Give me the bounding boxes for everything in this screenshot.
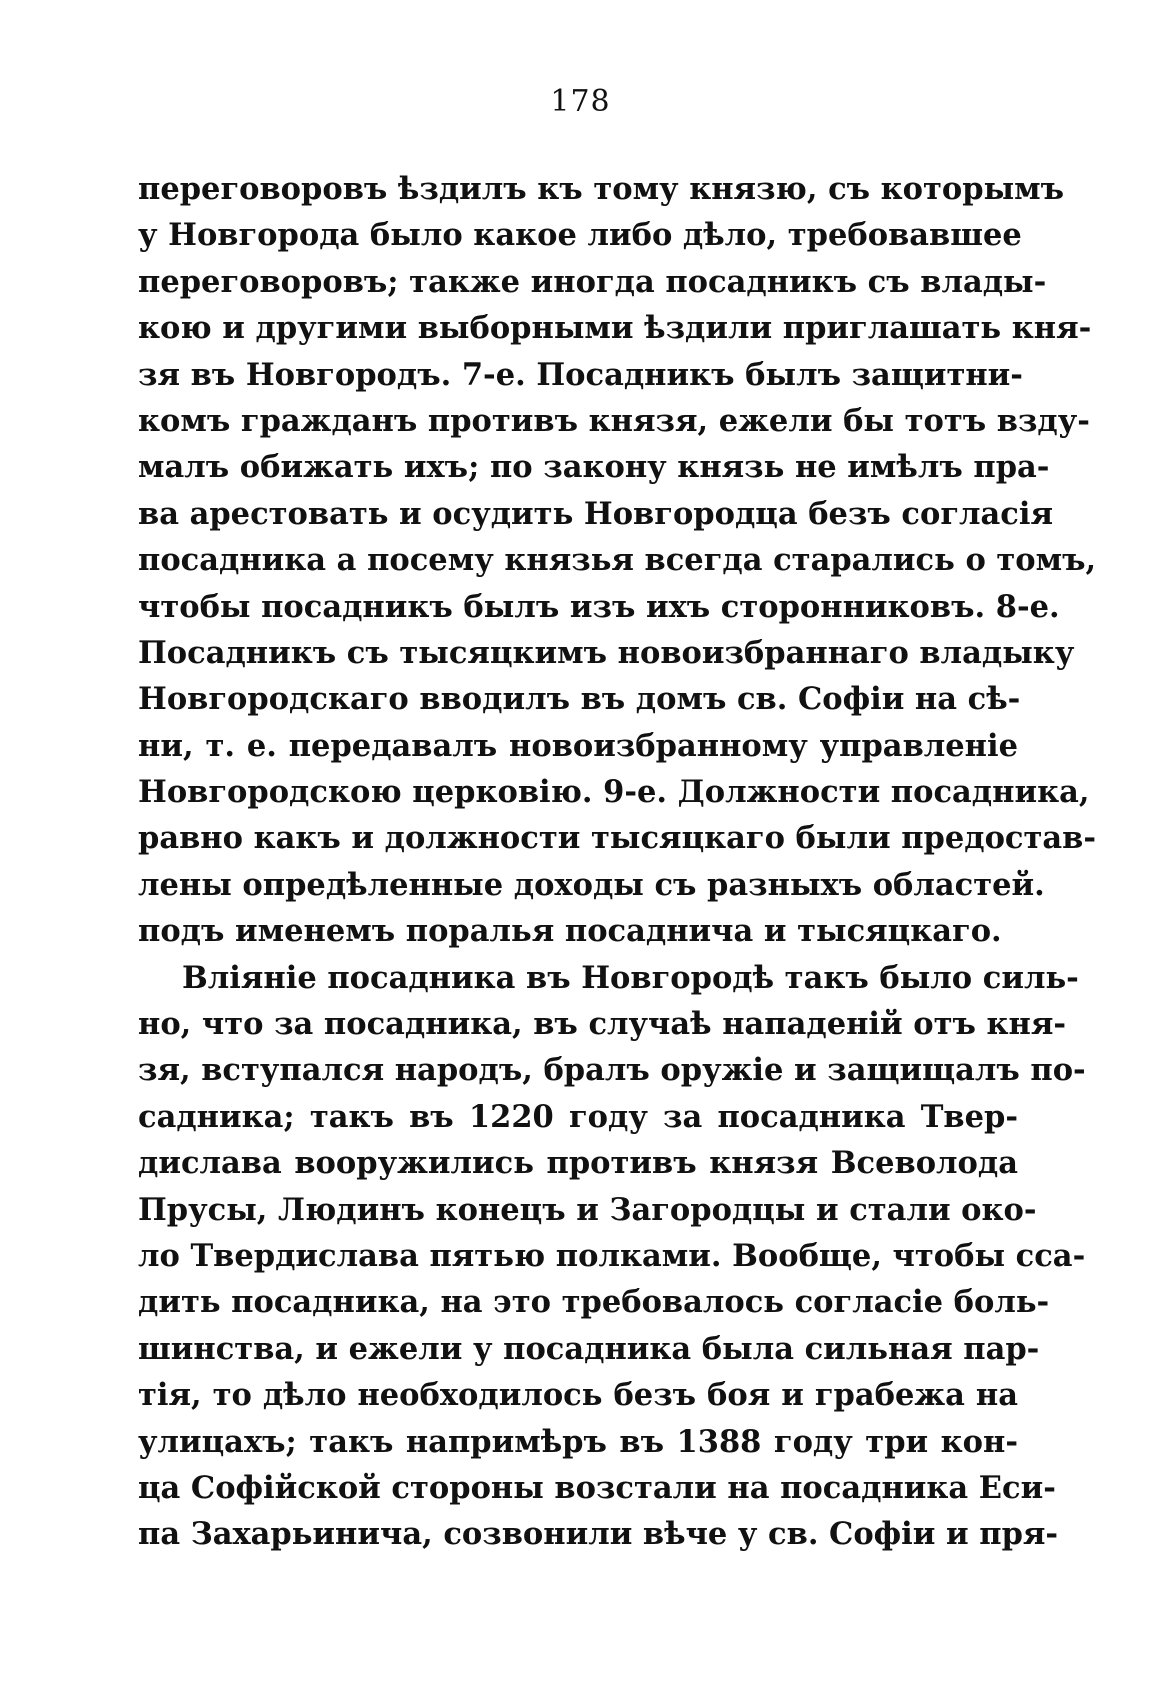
text-line: ло Твердислава пятью полками. Вообще, чтобы сса-	[138, 1237, 1086, 1274]
text-line: у Новгорода было какое либо дѣло, требовавшее	[138, 217, 1022, 254]
text-line: тія, то дѣло необходилось безъ боя и грабежа на	[138, 1377, 1018, 1414]
text-line: ва арестовать и осудить Новгородца безъ согласія	[138, 495, 1053, 532]
text-line: Новгородскаго вводилъ въ домъ св. Софіи на сѣ-	[138, 681, 1021, 718]
text-line: садника; такъ въ 1220 году за посадника Твер-	[138, 1098, 1018, 1135]
text-line: переговоровъ; также иногда посадникъ съ влады-	[138, 263, 1047, 300]
body-text	[138, 166, 1097, 1558]
text-line: Посадникъ съ тысяцкимъ новоизбраннаго владыку	[138, 634, 1075, 671]
text-line: улицахъ; такъ напримѣръ въ 1388 году три кон-	[138, 1423, 1018, 1460]
paragraph-first-line: Вліяніе посадника въ Новгородѣ такъ было силь-	[182, 959, 1079, 996]
page-number: 178	[550, 84, 611, 119]
text-line: зя, вступался народъ, бралъ оружіе и защищалъ по-	[138, 1052, 1086, 1089]
text-line: зя въ Новгородъ. 7-е. Посадникъ былъ защитни-	[138, 356, 1023, 393]
text-line: чтобы посадникъ былъ изъ ихъ сторонниковъ. 8-е.	[138, 588, 1060, 625]
text-line: переговоровъ ѣздилъ къ тому князю, съ которымъ	[138, 171, 1065, 207]
text-line: кою и другими выборными ѣздили приглашать кня-	[138, 310, 1092, 347]
text-line: малъ обижать ихъ; по закону князь не имѣлъ пра-	[138, 449, 1050, 486]
text-line: равно какъ и должности тысяцкаго были предостав-	[138, 820, 1097, 857]
text-line: Прусы, Людинъ конецъ и Загородцы и стали око-	[138, 1191, 1037, 1228]
text-line: подъ именемъ поралья посаднича и тысяцкаго.	[138, 913, 1002, 950]
text-line: комъ гражданъ противъ князя, ежели бы тотъ взду-	[138, 402, 1090, 439]
text-line: лены опредѣленные доходы съ разныхъ областей.	[138, 866, 1045, 903]
text-line: ца Софійской стороны возстали на посадника Еси-	[138, 1469, 1056, 1506]
text-line: но, что за посадника, въ случаѣ нападеній отъ кня-	[138, 1006, 1067, 1043]
text-line: Новгородскою церковію. 9-е. Должности посадника,	[138, 774, 1090, 811]
text-line: па Захарьинича, созвонили вѣче у св. Софіи и пря-	[138, 1516, 1059, 1553]
text-line: дить посадника, на это требовалось согласіе боль-	[138, 1284, 1050, 1321]
text-line: посадника а посему князья всегда старались о томъ,	[138, 542, 1097, 579]
text-line: шинства, и ежели у посадника была сильная пар-	[138, 1330, 1040, 1367]
text-line: ни, т. е. передавалъ новоизбранному управленіе	[138, 727, 1018, 764]
text-line: дислава вооружились противъ князя Всеволода	[138, 1145, 1018, 1182]
